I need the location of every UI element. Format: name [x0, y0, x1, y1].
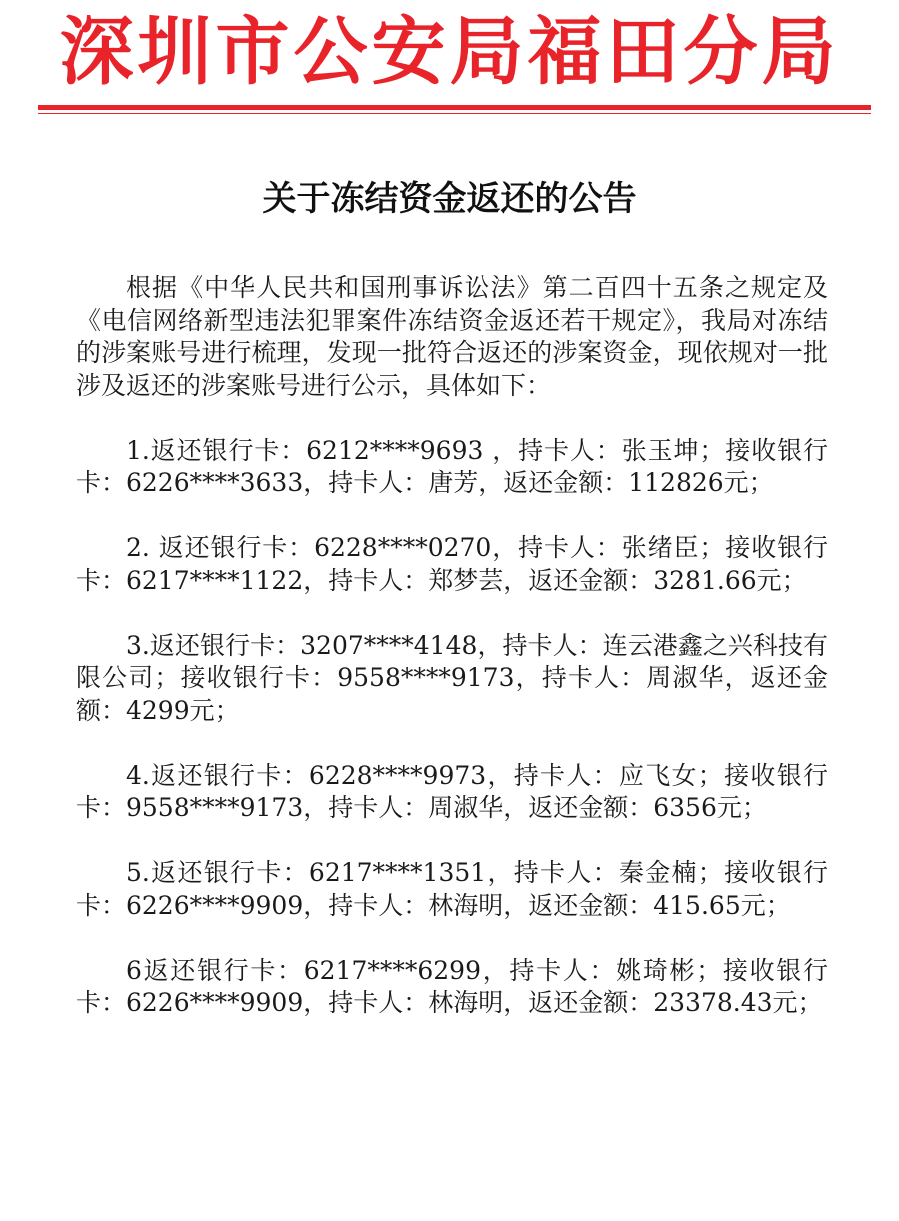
- refund-entry: 6返还银行卡：6217****6299，持卡人：姚琦彬；接收银行卡：6226****9909，持卡人：林海明，返还金额：23378.43元；: [76, 955, 828, 1017]
- refund-entry: 1.返还银行卡：6212****9693 ，持卡人：张玉坤；接收银行卡：6226****3633，持卡人：唐芳，返还金额：112826元；: [76, 435, 828, 497]
- letterhead-rule-thin: [38, 113, 871, 114]
- refund-entry: 3.返还银行卡：3207****4148，持卡人：连云港鑫之兴科技有限公司；接收银行卡：9558****9173，持卡人：周淑华，返还金额：4299元；: [76, 630, 828, 725]
- notice-body: [76, 272, 828, 1020]
- letterhead-rule-thick: [38, 105, 871, 110]
- letterhead-title: 深圳市公安局福田分局: [59, 9, 840, 95]
- refund-entry: 4.返还银行卡：6228****9973，持卡人：应飞女；接收银行卡：9558****9173，持卡人：周淑华，返还金额：6356元；: [76, 760, 828, 822]
- notice-title: 关于冻结资金返还的公告: [262, 179, 637, 219]
- refund-entry: 2. 返还银行卡：6228****0270，持卡人：张绪臣；接收银行卡：6217****1122，持卡人：郑梦芸，返还金额：3281.66元；: [76, 533, 828, 595]
- intro-paragraph: 根据《中华人民共和国刑事诉讼法》第二百四十五条之规定及《电信网络新型违法犯罪案件冻结资金返还若干规定》，我局对冻结的涉案账号进行梳理，发现一批符合返还的涉案资金，现依规对一批涉及返还的涉案账号进行公示，具体如下：: [76, 273, 828, 400]
- refund-entry: 5.返还银行卡：6217****1351，持卡人：秦金楠；接收银行卡：6226****9909，持卡人：林海明，返还金额：415.65元；: [76, 858, 828, 920]
